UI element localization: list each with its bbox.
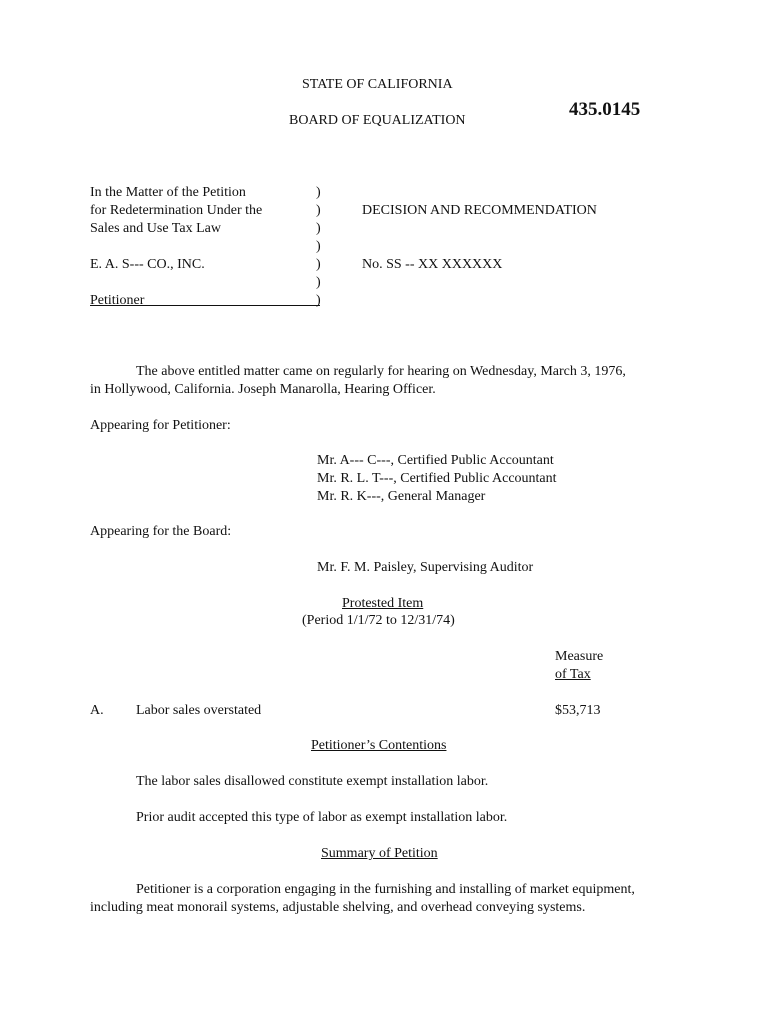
item-amount: $53,713 <box>555 703 601 718</box>
item-letter: A. <box>90 703 104 718</box>
protested-item-title: Protested Item <box>342 596 424 611</box>
paren: ) <box>316 185 321 200</box>
summary-line-2: including meat monorail systems, adjustable shelving, and overhead conveying systems. <box>90 900 586 915</box>
paren: ) <box>316 203 321 218</box>
paren: ) <box>316 239 321 254</box>
appearance-person: Mr. A--- C---, Certified Public Accountant <box>317 453 554 468</box>
appearance-person: Mr. R. K---, General Manager <box>317 489 486 504</box>
paren: ) <box>316 293 321 308</box>
state-heading: STATE OF CALIFORNIA <box>302 77 453 92</box>
item-description: Labor sales overstated <box>136 703 262 718</box>
board-heading: BOARD OF EQUALIZATION <box>289 113 466 128</box>
summary-title: Summary of Petition <box>321 846 438 861</box>
contentions-title: Petitioner’s Contentions <box>311 738 447 753</box>
appearance-person: Mr. F. M. Paisley, Supervising Auditor <box>317 560 534 575</box>
caption-parentheses <box>316 184 321 310</box>
board-appearance-label: Appearing for the Board: <box>90 524 232 539</box>
hearing-line-1: The above entitled matter came on regularly for hearing on Wednesday, March 3, 1976, <box>136 364 626 379</box>
petitioner-appearance-label: Appearing for Petitioner: <box>90 418 231 433</box>
paren: ) <box>316 221 321 236</box>
caption-line-2: for Redetermination Under the <box>90 203 263 218</box>
protested-period: (Period 1/1/72 to 12/31/74) <box>302 613 455 628</box>
measure-label-tax: of Tax <box>555 667 591 682</box>
appearance-person: Mr. R. L. T---, Certified Public Accountant <box>317 471 557 486</box>
paren: ) <box>316 275 321 290</box>
decision-title: DECISION AND RECOMMENDATION <box>362 203 597 218</box>
hearing-line-2: in Hollywood, California. Joseph Manarolla, Hearing Officer. <box>90 382 436 397</box>
contention-item: The labor sales disallowed constitute exempt installation labor. <box>136 774 489 789</box>
caption-line-3: Sales and Use Tax Law <box>90 221 221 236</box>
caption-rule <box>90 305 320 306</box>
petitioner-label: Petitioner <box>90 293 145 308</box>
paren: ) <box>316 257 321 272</box>
measure-label: Measure <box>555 649 604 664</box>
summary-line-1: Petitioner is a corporation engaging in the furnishing and installing of market equipment, <box>136 882 635 897</box>
petitioner-name: E. A. S--- CO., INC. <box>90 257 205 272</box>
caption-line-1: In the Matter of the Petition <box>90 185 246 200</box>
document-code: 435.0145 <box>569 99 641 120</box>
case-number: No. SS -- XX XXXXXX <box>362 257 503 272</box>
contention-item: Prior audit accepted this type of labor as exempt installation labor. <box>136 810 508 825</box>
